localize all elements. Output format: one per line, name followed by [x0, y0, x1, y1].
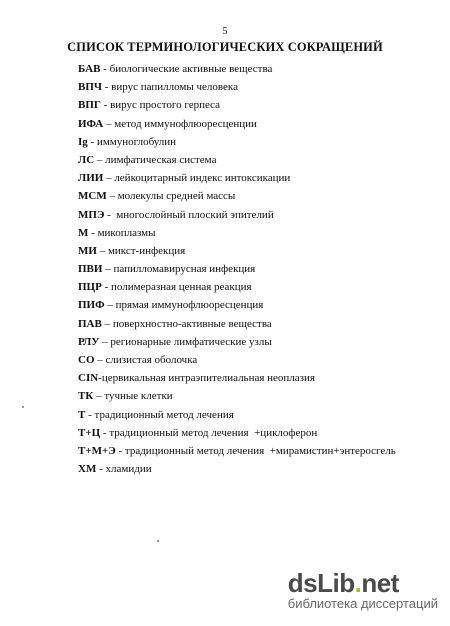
abbreviation-definition: метод иммунофлюоресценции	[114, 117, 257, 130]
abbreviation-term: Т+Ц	[78, 426, 101, 439]
abbreviation-term: БАВ	[78, 63, 101, 75]
abbreviation-definition: регионарные лимфатические узлы	[110, 335, 272, 348]
abbreviation-term: ЛИИ	[78, 172, 104, 185]
abbreviation-separator: -	[96, 463, 106, 476]
abbreviation-item	[78, 260, 438, 278]
abbreviation-item	[78, 351, 438, 369]
abbreviation-item	[78, 242, 438, 260]
page-number: 5	[222, 26, 228, 37]
abbreviation-term: ПВИ	[78, 263, 103, 276]
abbreviation-list	[78, 60, 438, 478]
abbreviation-separator: –	[104, 299, 116, 312]
abbreviation-item	[78, 406, 438, 424]
abbreviation-separator: -	[88, 226, 98, 239]
abbreviation-separator: -	[101, 81, 112, 94]
abbreviation-item	[78, 387, 438, 405]
abbreviation-definition: молекулы средней массы	[117, 190, 236, 203]
watermark-logo-main: dsLib	[287, 568, 355, 598]
abbreviation-definition: традиционный метод лечения +циклоферон	[109, 426, 318, 439]
abbreviation-definition: микст-инфекция	[107, 244, 186, 257]
abbreviation-term: ВПГ	[78, 99, 101, 112]
abbreviation-term: ПАВ	[78, 317, 102, 330]
abbreviation-separator: –	[99, 335, 111, 348]
abbreviation-definition: полимеразная ценная реакция	[111, 281, 252, 294]
abbreviation-term: Т	[78, 408, 86, 421]
abbreviation-item	[78, 78, 438, 96]
abbreviation-term: МПЭ	[78, 208, 105, 221]
abbreviation-item	[78, 296, 438, 314]
watermark	[288, 570, 438, 612]
abbreviation-separator: –	[103, 117, 115, 130]
abbreviation-separator: –	[93, 390, 105, 403]
abbreviation-item	[78, 133, 438, 151]
abbreviation-definition: слизистая оболочка	[105, 354, 198, 366]
abbreviation-definition: микоплазмы	[97, 226, 156, 239]
abbreviation-item	[78, 333, 438, 351]
abbreviation-item	[78, 115, 438, 133]
abbreviation-term: МИ	[78, 244, 97, 257]
abbreviation-separator: –	[94, 354, 106, 366]
abbreviation-item	[78, 315, 438, 333]
abbreviation-item	[78, 278, 438, 296]
abbreviation-term: СО	[78, 354, 95, 366]
abbreviation-separator: -	[100, 99, 111, 112]
abbreviation-separator: –	[94, 153, 106, 166]
abbreviation-definition: прямая иммунофлюоресценция	[115, 299, 264, 312]
abbreviation-definition: традиционный метод лечения	[94, 408, 234, 421]
abbreviation-term: ТК	[78, 390, 94, 403]
abbreviation-term: ПИФ	[78, 299, 105, 312]
abbreviation-definition: тучные клетки	[104, 390, 173, 403]
abbreviation-definition: иммуноглобулин	[96, 135, 177, 148]
abbreviation-separator: -	[98, 372, 102, 385]
abbreviation-item	[78, 224, 438, 242]
abbreviation-term: ЛС	[78, 153, 95, 166]
abbreviation-definition: поверхностно-активные вещества	[112, 317, 272, 330]
abbreviation-separator: –	[101, 317, 113, 330]
abbreviation-item	[78, 169, 438, 187]
margin-mark	[157, 540, 159, 542]
watermark-logo	[288, 570, 438, 596]
abbreviation-separator: –	[103, 172, 115, 185]
abbreviation-separator: -	[87, 135, 97, 148]
watermark-subtitle: библиотека диссертаций	[287, 596, 438, 611]
abbreviation-separator: –	[106, 190, 118, 203]
abbreviation-item	[78, 96, 438, 114]
abbreviation-term: М	[78, 226, 89, 239]
abbreviation-term: ИФА	[78, 117, 104, 130]
abbreviation-separator: –	[102, 263, 114, 276]
abbreviation-item	[78, 460, 438, 478]
abbreviation-definition: папилломавирусная инфекция	[113, 263, 256, 276]
abbreviation-separator: -	[85, 408, 95, 421]
abbreviation-separator: -	[100, 426, 110, 439]
watermark-logo-dot: .	[354, 568, 362, 598]
abbreviation-item	[78, 424, 438, 442]
abbreviation-item	[78, 206, 438, 224]
abbreviation-term: ВПЧ	[78, 81, 102, 94]
abbreviation-term: Т+М+Э	[78, 444, 116, 457]
abbreviation-definition: цервикальная интраэпителиальная неоплазия	[101, 372, 315, 385]
abbreviation-separator: -	[104, 208, 117, 221]
abbreviation-definition: лимфатическая система	[105, 153, 217, 166]
abbreviation-definition: традиционный метод лечения +мирамистин+энтеросгель	[124, 444, 396, 457]
abbreviation-separator: -	[100, 63, 110, 75]
abbreviation-item	[78, 151, 438, 169]
abbreviation-definition: многослойный плоский эпителий	[116, 208, 274, 221]
abbreviation-definition: вирус простого герпеса	[110, 99, 221, 112]
abbreviation-term: РЛУ	[78, 335, 100, 348]
abbreviation-term: CIN	[78, 372, 99, 385]
abbreviation-term: МСМ	[78, 190, 107, 203]
abbreviation-item	[78, 442, 438, 460]
abbreviation-item	[78, 369, 438, 387]
abbreviation-item	[78, 187, 438, 205]
abbreviation-definition: хламидии	[105, 463, 152, 476]
abbreviation-definition: биологические активные вещества	[109, 63, 273, 75]
abbreviation-item	[78, 60, 438, 78]
abbreviation-term: Ig	[78, 135, 88, 148]
page-title: СПИСОК ТЕРМИНОЛОГИЧЕСКИХ СОКРАЩЕНИЙ	[67, 40, 383, 54]
abbreviation-term: ХМ	[78, 463, 97, 476]
abbreviation-definition: лейкоцитарный индекс интоксикации	[114, 172, 291, 185]
abbreviation-term: ПЦР	[78, 281, 102, 294]
abbreviation-definition: вирус папилломы человека	[111, 81, 238, 94]
margin-mark	[22, 406, 24, 408]
abbreviation-separator: -	[115, 444, 125, 457]
abbreviation-separator: -	[101, 281, 112, 294]
abbreviation-separator: –	[96, 244, 108, 257]
watermark-logo-tld: net	[361, 568, 399, 598]
